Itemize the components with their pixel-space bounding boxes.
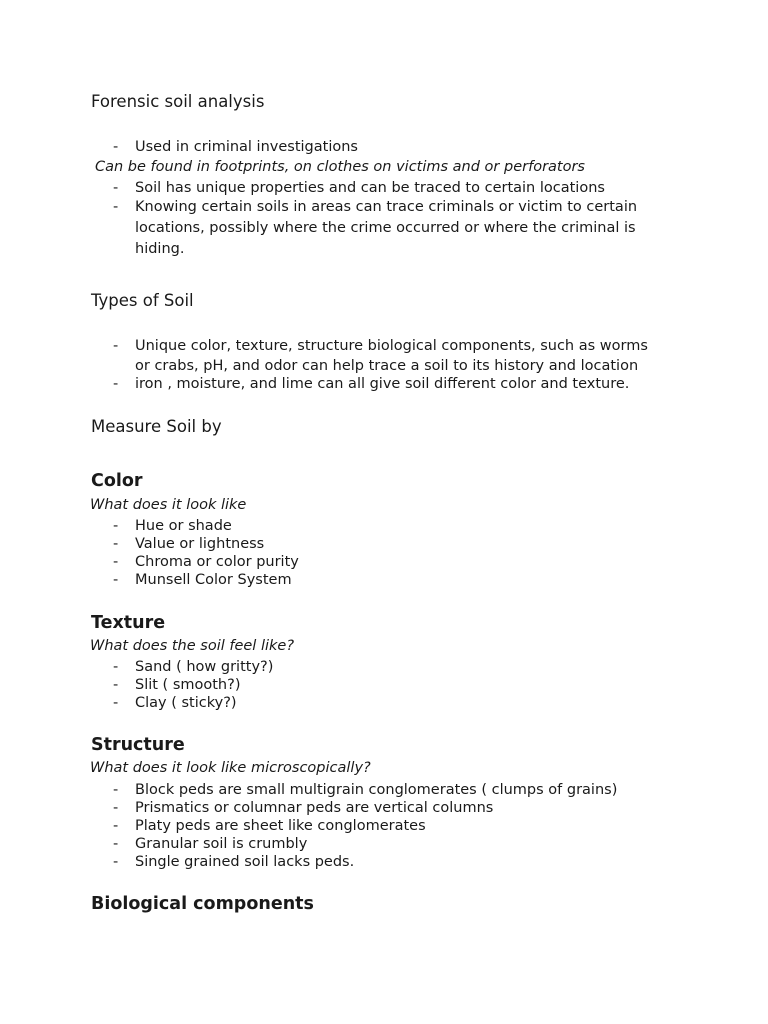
- bullet-dash: -: [113, 818, 119, 834]
- bullet-dash: -: [113, 572, 119, 588]
- heading-types-of-soil: Types of Soil: [91, 291, 194, 310]
- types-bullet-1-line-2: or crabs, pH, and odor can help trace a soil to its history and location: [135, 358, 639, 374]
- structure-item: Block peds are small multigrain conglomerates ( clumps of grains): [135, 782, 618, 798]
- forensic-note: Can be found in footprints, on clothes on victims and or perforators: [95, 159, 585, 175]
- forensic-bullet-3-line-1: Knowing certain soils in areas can trace criminals or victim to certain: [135, 199, 638, 215]
- bullet-dash: -: [113, 659, 119, 675]
- bullet-dash: -: [113, 695, 119, 711]
- heading-texture: Texture: [91, 613, 166, 633]
- bullet-dash: -: [113, 139, 119, 155]
- structure-item: Prismatics or columnar peds are vertical columns: [135, 800, 494, 816]
- texture-item: Sand ( how gritty?): [135, 659, 274, 675]
- bullet-dash: -: [113, 554, 119, 570]
- bullet-dash: -: [113, 782, 119, 798]
- color-item: Hue or shade: [135, 518, 232, 534]
- structure-subtitle: What does it look like microscopically?: [90, 760, 371, 776]
- bullet-dash: -: [113, 536, 119, 552]
- bullet-dash: -: [113, 376, 119, 392]
- heading-measure-soil-by: Measure Soil by: [91, 417, 222, 436]
- bullet-dash: -: [113, 677, 119, 693]
- color-item: Chroma or color purity: [135, 554, 299, 570]
- bullet-dash: -: [113, 800, 119, 816]
- color-item: Value or lightness: [135, 536, 265, 552]
- heading-color: Color: [91, 471, 143, 491]
- texture-subtitle: What does the soil feel like?: [90, 638, 295, 654]
- texture-item: Clay ( sticky?): [135, 695, 237, 711]
- heading-forensic-soil-analysis: Forensic soil analysis: [91, 92, 265, 111]
- bullet-dash: -: [113, 199, 119, 215]
- heading-biological-components: Biological components: [91, 894, 314, 914]
- bullet-dash: -: [113, 518, 119, 534]
- types-bullet-2: iron , moisture, and lime can all give soil different color and texture.: [135, 376, 630, 392]
- bullet-dash: -: [113, 180, 119, 196]
- forensic-bullet-3-line-3: hiding.: [135, 241, 185, 257]
- forensic-bullet-2: Soil has unique properties and can be traced to certain locations: [135, 180, 605, 196]
- color-subtitle: What does it look like: [90, 497, 247, 513]
- bullet-dash: -: [113, 854, 119, 870]
- bullet-dash: -: [113, 338, 119, 354]
- structure-item: Granular soil is crumbly: [135, 836, 308, 852]
- forensic-bullet-1: Used in criminal investigations: [135, 139, 358, 155]
- forensic-bullet-3-line-2: locations, possibly where the crime occurred or where the criminal is: [135, 220, 636, 236]
- color-item: Munsell Color System: [135, 572, 292, 588]
- structure-item: Single grained soil lacks peds.: [135, 854, 355, 870]
- heading-structure: Structure: [91, 735, 185, 755]
- types-bullet-1-line-1: Unique color, texture, structure biological components, such as worms: [135, 338, 648, 354]
- texture-item: Slit ( smooth?): [135, 677, 241, 693]
- structure-item: Platy peds are sheet like conglomerates: [135, 818, 426, 834]
- bullet-dash: -: [113, 836, 119, 852]
